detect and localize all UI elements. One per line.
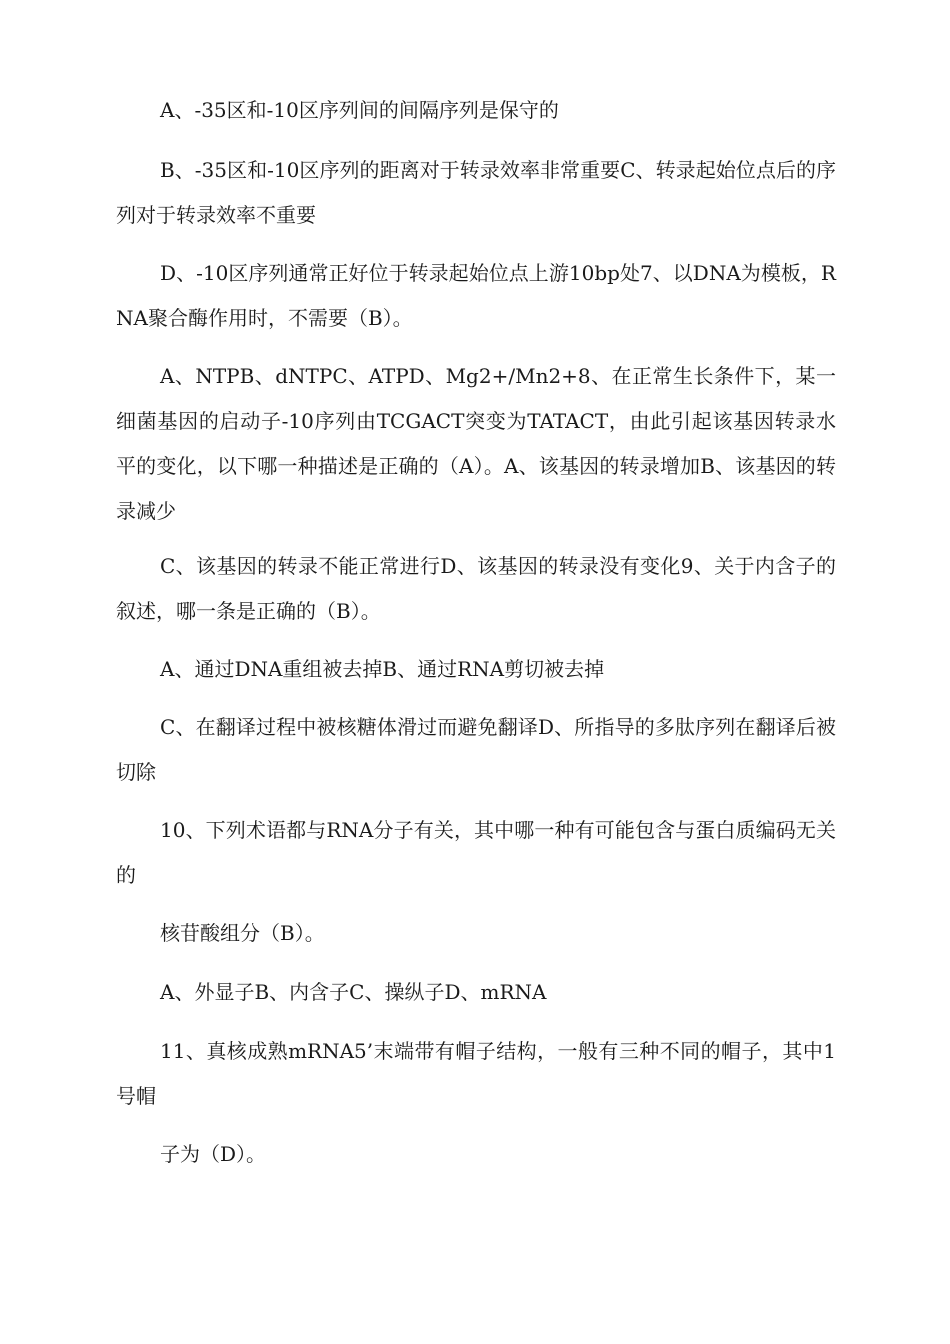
paragraph-question-10-continued: 核苷酸组分（B）。 xyxy=(160,921,325,945)
paragraph-question-8: A、NTPB、dNTPC、ATPD、Mg2+/Mn2+8、在正常生长条件下，某一细菌基因的启动子-10序列由TCGACT突变为TATACT，由此引起该基因转录水平的变化，以下哪一种描述是正确的（A）。A、该基因的转录增加B、该基因的转录减少 xyxy=(116,364,836,523)
paragraph-option-b-distance: B、-35区和-10区序列的距离对于转录效率非常重要C、转录起始位点后的序列对于转录效率不重要 xyxy=(116,158,836,227)
paragraph-question-11: 11、真核成熟mRNA5’末端带有帽子结构，一般有三种不同的帽子，其中1号帽 xyxy=(116,1039,836,1108)
paragraph-question-7: D、-10区序列通常正好位于转录起始位点上游10bp处7、以DNA为模板，RNA聚合酶作用时，不需要（B）。 xyxy=(116,261,836,330)
paragraph-question-11-continued: 子为（D）。 xyxy=(160,1142,267,1166)
paragraph-question-10: 10、下列术语都与RNA分子有关，其中哪一种有可能包含与蛋白质编码无关的 xyxy=(116,818,836,887)
paragraph-question-9-options-cd: C、在翻译过程中被核糖体滑过而避免翻译D、所指导的多肽序列在翻译后被切除 xyxy=(116,715,836,784)
paragraph-option-a-spacer: A、-35区和-10区序列间的间隔序列是保守的 xyxy=(160,98,559,122)
paragraph-question-9-options-ab: A、通过DNA重组被去掉B、通过RNA剪切被去掉 xyxy=(160,657,605,681)
paragraph-question-9: C、该基因的转录不能正常进行D、该基因的转录没有变化9、关于内含子的叙述，哪一条是正确的（B）。 xyxy=(116,554,836,623)
paragraph-question-10-options: A、外显子B、内含子C、操纵子D、mRNA xyxy=(160,980,547,1004)
